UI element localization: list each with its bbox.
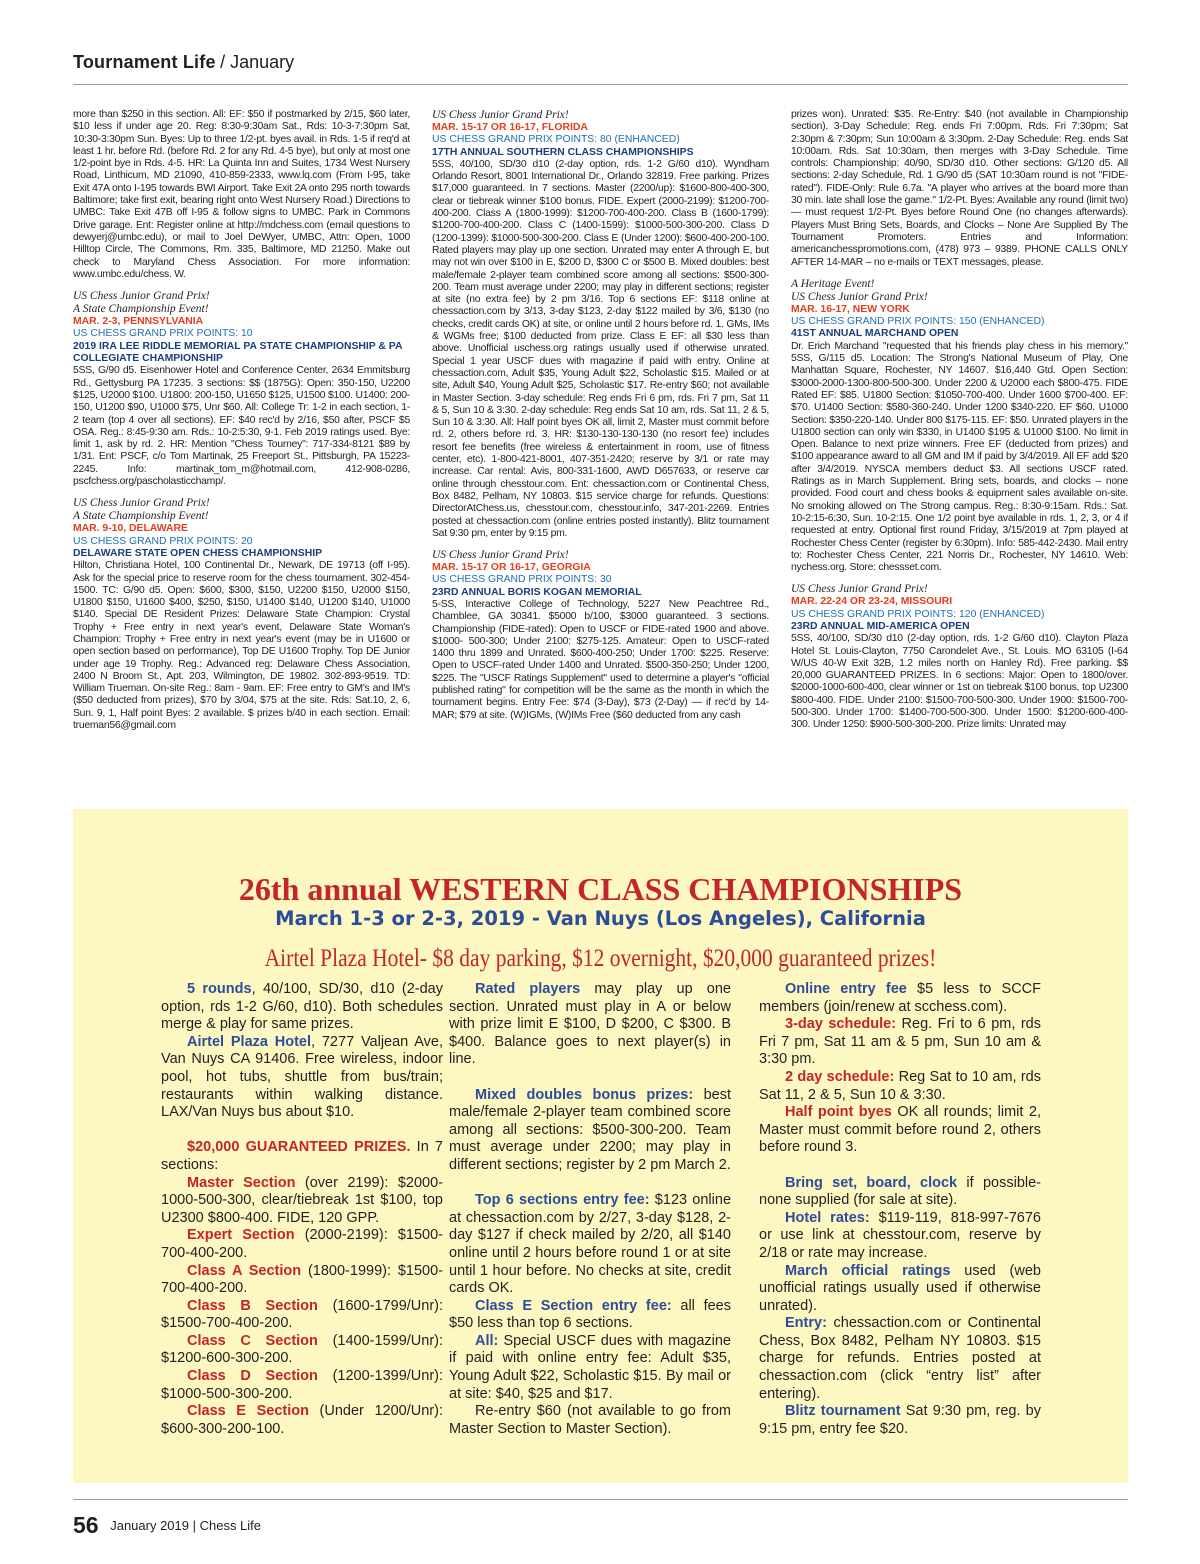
ad-paragraph — [161, 1034, 443, 1122]
ad-paragraph — [759, 1069, 1041, 1104]
ad-label: Airtel Plaza Hotel — [187, 1033, 312, 1050]
ad-label: Master Section — [187, 1174, 296, 1191]
ad-paragraph — [161, 1175, 443, 1228]
ad-subtitle: March 1-3 or 2-3, 2019 - Van Nuys (Los Angeles), California — [275, 907, 926, 930]
header-month: January — [230, 52, 295, 72]
ad-paragraph — [759, 1016, 1041, 1069]
event-listing-pennsylvania — [73, 290, 410, 488]
event-grand-prix-points: US CHESS GRAND PRIX POINTS: 80 (ENHANCED) — [432, 134, 680, 146]
event-details: Dr. Erich Marchand "requested that his friends play chess in his memory." 5SS, G/115 d5. Location: The Strong's National Museum of Play, One Manhattan Square, Rochester, NY 14607. $16,440 Gtd. Open Section: $3000-2000-1300-800-500-300. Under 2200 & U2000 each $800-475. FIDE Rated EF: $85. U1800 Section: $1050-700-400. Under 1600 $700-400. EF: $70. U1400 Section: $580-360-240. Under 1200 $340-220. EF $60. U1000 Section: $350-220-140. Under 800 $175-115. EF: $50. Unrated players in the U1800 section can only win $330, in U1400 $195 & U1000 $100. No limit in Open. Balance to next prize winners. Free EF (deducted from prizes) and $100 appearance award to all GM and IM if paid by 3/4/2019. All EF add $20 after 3/4/2019. NYSCA members deduct $3. All sections USCF rated. Ratings as in March Supplement. Bring sets, boards, and clocks – none provided. Food court and chess books & equipment sales available on-site. No smoking allowed on The Strong campus. Reg.: 8:30-9:15am. Rds.: Sat. 10-2:15-6:30, Sun. 10-2:15. One 1/2 point bye available in rds. 1, 2, 3, or 4 if requested at entry. Optional first round Friday, 3/15/2019 at 7pm played at Rochester Chess Center (register by 6:30pm). Info: 585-442-2430. Mail entry to: Rochester Chess Center, 221 Norris Dr., Rochester, NY 14610. Web: nychess.org. Store: chessset.com. — [791, 340, 1128, 574]
event-listing-missouri — [791, 583, 1128, 731]
ad-paragraph — [449, 1192, 731, 1298]
ad-label: Class B Section — [187, 1297, 318, 1314]
listing-continued-text: more than $250 in this section. All: EF: $50 if postmarked by 2/15, $60 later, $10 less if under age 20. Reg: 8:30-9:30am Sat., Rds: 10-3-7:30pm Sat, 10:30-3:30pm Sun. Byes: Up to three 1/2-pt. byes avail. in Rds. 1-5 if req'd at least 1 hr. before Rd. (before Rd. 2 for any Rd. 4-5 bye), but only at most one 1/2-point bye in Rds. 4-5. HR: La Quinta Inn and Suites, 1734 West Nursery Road, Linthicum, MD 21090, 410-859-2333, www.lq.com (From I-95, take Exit 47A onto I-195 towards BWI Airport. Take Exit 2A onto 295 north towards Baltimore; take first exit, bearing right onto West Nursery Road.) Directions to UMBC: Take Exit 47B off I-95 & follow signs to UMBC. Park in Commons Drive garage. Ent: Register online at http://mdchess.com (email questions to dewyerj@umbc.edu), or mail to Joel DeWyer, UMBC, Attn: Open, 1000 Hilltop Circle, The Commons, Rm. 335, Baltimore, MD 21250. Make out check to Maryland Chess Association. For more information: www.umbc.edu/chess. W. — [73, 109, 410, 280]
ad-paragraph — [161, 1403, 443, 1438]
ad-paragraph — [161, 1263, 443, 1298]
event-grand-prix-points: US CHESS GRAND PRIX POINTS: 150 (ENHANCED) — [791, 316, 1045, 328]
ad-text: (1600-1799/Unr): $1500-700-400-200. — [161, 1297, 444, 1332]
event-date: MAR. 9-10, DELAWARE — [73, 523, 188, 535]
event-grand-prix-points: US CHESS GRAND PRIX POINTS: 30 — [432, 574, 612, 586]
ad-text: Reg. Fri to 6 pm, rds Fri 7 pm, Sat 11 am & 5 pm, Sun 10 am & 3:30 pm. — [759, 1016, 1041, 1068]
event-details: Hilton, Christiana Hotel, 100 Continental Dr., Newark, DE 19713 (off I-95). Ask for the special price to reserve room for the chess tournament. 302-454-1500. TC: G/90 d5. Open: $600, $300, $150, U2200 $150, U2000 $150, U1800 $150, U1600 $400, $250, $150, U1400 $140, U1200 $140, U1000 $140. Special DE Resident Prizes: Delaware State Champion: Crystal Trophy + Free entry in next year's event, Delaware State Woman's Champion: Trophy + Free entry in next year's event (may be in U1600 or open section based on performance), Top DE U1600 Trophy. Top DE Junior under age 19 Trophy. Reg.: Advanced reg: Delaware Chess Association, 2400 N Broom St., Apt. 203, Wilmington, DE 19802. 302-893-9519. TD: William Trueman. On-site Reg.: 8am - 9am. EF: Free entry to GM's and IM's ($50 deducted from prizes), $70 by 3/04, $75 at the site. Rds: Sat.10, 2, 6, Sun. 9, 1, Half point Byes: 2 available. $ prizes b/40 in each section. Email: trueman56@gmail.com — [73, 560, 410, 732]
event-listing-florida — [432, 109, 769, 540]
event-details: 5SS, G/90 d5. Eisenhower Hotel and Conference Center, 2634 Emmitsburg Rd., Gettysburg PA 17235. 3 sections: $$ (1875G): Open: 350-150, U2200 $125, U2000 $100. U1800: 200-150, U1650 $125, U1500 $100. U1400: 200-150, U1200 $90, U1000 $75, Unr $60. All: College Tr: 1-2 in each section, 1-2 team (top 4 over all sections). EF: $40 rec'd by 2/16, $50 after, PSCF $5 OSA. Reg.: 8:45-9:30 am. Rds.: 10-2:5:30, 9-1. Feb 2019 ratings used. Bye: limit 1, ask by rd. 2. HR: Mention "Chess Tourney": 717-334-8121 $89 by 1/31. Ent: PSCF, c/o Tom Martinak, 25 Freeport St., Pittsburgh, PA 15223-2245. Info: martinak_tom_m@hotmail.com, 412-908-0286, pscfchess.org/pascholasticchamp/. — [73, 365, 410, 488]
ad-label: 3-day schedule: — [785, 1016, 897, 1033]
western-class-ad — [73, 809, 1128, 1483]
ad-label: $20,000 GUARANTEED PRIZES. — [187, 1139, 411, 1156]
event-title: DELAWARE STATE OPEN CHESS CHAMPIONSHIP — [73, 547, 323, 559]
listing-continued-text: prizes won). Unrated: $35. Re-Entry: $40 (not available in Championship section). 3-Day Schedule: Reg. ends Fri 7:00pm. Rds. Fri 7:30pm; Sat 2:30pm & 7:30pm; Sun 10:00am & 3:30pm. 2-Day Schedule: Reg. ends Sat 10:00am. Rds. Sat 10:30am, then merges with 3-Day Schedule. Time controls: Championship: 40/90, SD/30 d10. Other sections: G/120 d5. All sections: 2-day Schedule, Rd. 1 G/90 d5 (SAT 10:30am round is not "FIDE-rated"). FIDE-Only: Rule 6.7a. "A player who arrives at the board more than 30 min. late shall lose the game." 1/2-Pt. Byes: Available any round (limit two) — must request 1/2-Pt. Byes before Round One (no changes afterwards). Players Must Bring Sets, Boards, and Clocks – None Are Supplied By The Tournament Promoters. Entries and Information: americanchesspromotions.com, (478) 973 – 9389. PHONE CALLS ONLY AFTER 14-MAR – no e-mails or TEXT messages, please. — [791, 109, 1128, 268]
section-title: Tournament Life — [73, 52, 216, 72]
ad-paragraph — [449, 1087, 731, 1175]
ad-text: chessaction.com or Continental Chess, Box 8482, Pelham NY 10803. $15 charge for refunds. Entries posted at chessaction.com (click “entry list” after entering). — [759, 1315, 1041, 1402]
ad-paragraph — [759, 1403, 1041, 1438]
event-title: 23RD ANNUAL BORIS KOGAN MEMORIAL — [432, 586, 642, 598]
ad-paragraph — [759, 1263, 1041, 1316]
ad-paragraph — [161, 1368, 443, 1403]
event-tag: US Chess Junior Grand Prix! — [73, 290, 210, 303]
ad-label: 2 day schedule: — [785, 1068, 895, 1085]
event-date: MAR. 15-17 OR 16-17, FLORIDA — [432, 122, 588, 133]
ad-label: March official ratings — [785, 1262, 951, 1279]
ad-label: Blitz tournament — [785, 1403, 901, 1420]
event-title: 2019 IRA LEE RIDDLE MEMORIAL PA STATE CHAMPIONSHIP & PA COLLEGIATE CHAMPIONSHIP — [73, 340, 403, 365]
ad-paragraph — [161, 1333, 443, 1368]
event-grand-prix-points: US CHESS GRAND PRIX POINTS: 10 — [73, 328, 253, 340]
event-tag: US Chess Junior Grand Prix! — [73, 497, 210, 510]
ad-text: $119-119, 818-997-7676 or use link at chesstour.com, reserve by 2/18 or rate may increase. — [759, 1209, 1042, 1261]
ad-label: Half point byes — [785, 1104, 892, 1121]
event-grand-prix-points: US CHESS GRAND PRIX POINTS: 120 (ENHANCED) — [791, 608, 1045, 620]
event-title: 17TH ANNUAL SOUTHERN CLASS CHAMPIONSHIPS — [432, 146, 694, 158]
ad-paragraph — [161, 981, 443, 1034]
ad-text: Re-entry $60 (not available to go from Master Section to Master Section). — [449, 1403, 731, 1437]
event-details: 5SS, 40/100, SD/30 d10 (2-day option, rds. 1-2 G/60 d10). Clayton Plaza Hotel St. Louis-Clayton, 7750 Carondelet Ave., St. Louis. MO 63105 (I-64 W/US 40-W Exit 32B, 1.2 miles north on Hanley Rd). Free parking. $$ 20,000 GUARANTEED PRIZES. In 6 sections: Major: Open to 1800/over. $2000-1000-600-400, clear winner or 1st on tiebreak $100 bonus, top U2300 $800-400. FIDE. Under 2100: $1500-700-500-300. Under 1900: $1500-700-500-300. Under 1700: $1400-700-500-300. Under 1500: $1200-600-400-300. Under 1250: $900-500-300-200. Prize limits: Unrated may — [791, 633, 1128, 731]
ad-label: Class E Section entry fee: — [475, 1297, 672, 1314]
event-tag: US Chess Junior Grand Prix! — [432, 549, 569, 562]
ad-paragraph — [759, 1315, 1041, 1403]
page-footer — [73, 1512, 261, 1539]
ad-text: if possible-none supplied (for sale at site). — [759, 1174, 1041, 1209]
listing-column-1 — [73, 109, 410, 799]
ad-label: Top 6 sections entry fee: — [475, 1192, 650, 1209]
event-details: 5SS, 40/100, SD/30 d10 (2-day option, rds. 1-2 G/60 d10). Wyndham Orlando Resort, 8001 International Dr., Orlando 32819. Free parking. Prizes $17,000 guaranteed. In 7 sections. Master (2200/up): $1600-800-400-300, clear or tiebreak winner $100 bonus. FIDE. Expert (2000-2199): $1200-700-400-200. Class A (1800-1999): $1200-700-400-200. Class B (1600-1799): $1200-700-400-200. Class C (1400-1599): $1000-500-300-200. Class D (1200-1399): $1000-500-300-200. Class E (Under 1200): $600-400-200-100. Rated players may play up one section. Unrated may enter A through E, but may not win over $100 in E, $200 D, $300 C or $500 B. Mixed doubles: best male/female 2-player team combined score among all sections: $500-300-200. Team must average under 2200; may play in different sections; register at site (no extra fee) by 2 pm 3/16. Top 6 sections EF: $118 online at chessaction.com by 3/13, 3-day $123, 2-day $122 mailed by 3/6, $130 (no checks, credit cards OK) at site, or online until 2 hours before rd. 1. GMs, IMs & WGMs free; $100 deducted from prize. Class E EF: all $30 less than above. Unofficial uschess.org ratings usually used if otherwise unrated. Special 1 year USCF dues with magazine if paid with entry. Online at chessaction.com, Adult $35, Young Adult $22, Scholastic $15. Mailed or at site, Adult $40, Young Adult $25, Scholastic $17. Re-entry $60; not available in Master Section. 3-day schedule: Reg ends Fri 6 pm, rds. Fri 7 pm, Sat 11 & 5, Sun 10 & 3:30. 2-day schedule: Reg ends Sat 10 am, rds. Sat 11, 2 & 5, Sun 10 & 3:30. All: Half point byes OK all, limit 2, Master must commit before rd. 2, others before rd. 3. HR: $130-130-130-130 (no resort fee) includes resort fee benefits (free wireless & entertainment in room, use of fitness center, etc). 1-800-421-8001, 407-351-2420; reserve by 3/1 or rate may increase. Car rental: Avis, 800-331-1600, AWD D657633, or reserve car online through chesstour.com. Ent: chessaction.com or Continental Chess, Box 8482, Pelham, NY 10803. $15 service charge for refunds. Questions: DirectorAtChess.us, chesstour.com, chesstour.info, 347-201-2269. Entries posted at chessaction.com (online entries posted instantly). Blitz tournament Sat 9:30 pm, enter by 9:15 pm. — [432, 158, 769, 539]
ad-text: all fees $50 less than top 6 sections. — [449, 1297, 731, 1332]
ad-text: OK all rounds; limit 2, Master must commit before round 2, others before round 3. — [759, 1104, 1041, 1156]
ad-text: $5 less to SCCF members (join/renew at scchess.com). — [759, 981, 1041, 1015]
event-listing-georgia — [432, 549, 769, 722]
ad-label: 5 rounds — [187, 981, 252, 997]
listing-column-3 — [791, 109, 1128, 799]
ad-paragraph — [161, 1139, 443, 1174]
ad-label: Online entry fee — [785, 981, 907, 997]
ad-column-2 — [449, 981, 731, 1438]
event-tag: US Chess Junior Grand Prix! — [791, 290, 928, 303]
ad-paragraph — [449, 981, 731, 1069]
ad-label: All: — [475, 1332, 499, 1349]
ad-text: used (web unofficial ratings usually used if otherwise unrated). — [759, 1262, 1041, 1314]
listing-column-2 — [432, 109, 769, 799]
ad-text: (1200-1399/Unr): $1000-500-300-200. — [161, 1368, 444, 1402]
ad-paragraph — [759, 1175, 1041, 1210]
event-date: MAR. 22-24 OR 23-24, MISSOURI — [791, 596, 953, 608]
event-details: 5-SS, Interactive College of Technology, 5227 New Peachtree Rd., Chamblee, GA 30341. $5000 b/100, $3000 guaranteed. 3 sections. Championship (FIDE-rated): Open to USCF or FIDE-rated 1900 and above. $1000- 500-300; Under 2100: $275-125. Amateur: Open to USCF-rated 1400 thru 1899 and Unrated. $600-400-250; Under 1700: $225. Reserve: Open to USCF-rated Under 1400 and Unrated. $500-350-250; Under 1200, $225. The "USCF Ratings Supplement" used to determine a player's "official published rating" for competition will be the same as the month in which the tournament begins. Entry Fee: $74 (3-Day), $73 (2-Day) — if rec'd by 14-MAR; $79 at site. (W)IGMs, (W)IMs Free ($60 deducted from any cash — [432, 598, 769, 721]
ad-label: Bring set, board, clock — [785, 1174, 958, 1191]
ad-paragraph — [161, 1227, 443, 1262]
event-date: MAR. 15-17 OR 16-17, GEORGIA — [432, 562, 591, 574]
ad-text: (2000-2199): $1500-700-400-200. — [161, 1227, 443, 1261]
ad-column-1 — [161, 981, 443, 1438]
ad-text: In 7 sections: — [161, 1139, 443, 1173]
ad-paragraph — [449, 1298, 731, 1333]
ad-text: (1400-1599/Unr): $1200-600-300-200. — [161, 1332, 444, 1367]
event-listing-delaware — [73, 497, 410, 732]
event-title: 41ST ANNUAL MARCHAND OPEN — [791, 328, 959, 340]
ad-text: (Under 1200/Unr): $600-300-200-100. — [161, 1403, 443, 1437]
ad-label: Mixed doubles bonus prizes: — [475, 1086, 694, 1103]
ad-label: Class D Section — [187, 1368, 318, 1385]
event-tag: US Chess Junior Grand Prix! — [432, 109, 569, 121]
ad-text: may play up one section. Unrated must play in A or below with prize limit E $100, D $200, C $300. B $400. Balance goes to next player(s) in line. — [449, 981, 731, 1068]
event-date: MAR. 16-17, NEW YORK — [791, 303, 910, 315]
ad-text: best male/female 2-player team combined score among all sections: $500-300-200. Team must average under 2200; may play in different sections; register by 2 pm March 2. — [449, 1086, 731, 1173]
page-number: 56 — [73, 1512, 99, 1538]
ad-text: (1800-1999): $1500-700-400-200. — [161, 1262, 443, 1297]
ad-label: Rated players — [475, 981, 581, 997]
footer-publication: January 2019 | Chess Life — [110, 1518, 262, 1533]
ad-label: Entry: — [785, 1315, 827, 1332]
ad-label: Hotel rates: — [785, 1209, 870, 1226]
ad-text: Sat 9:30 pm, reg. by 9:15 pm, entry fee $20. — [759, 1403, 1041, 1437]
event-grand-prix-points: US CHESS GRAND PRIX POINTS: 20 — [73, 535, 253, 547]
page-header — [73, 52, 1128, 85]
event-date: MAR. 2-3, PENNSYLVANIA — [73, 316, 204, 328]
event-tag: A State Championship Event! — [73, 510, 209, 523]
ad-title: 26th annual WESTERN CLASS CHAMPIONSHIPS — [238, 871, 963, 907]
ad-text: Reg Sat to 10 am, rds Sat 11, 2 & 5, Sun 10 & 3:30. — [759, 1068, 1041, 1103]
ad-column-3 — [759, 981, 1041, 1438]
event-listing-new-york — [791, 278, 1128, 575]
ad-label: Class C Section — [187, 1332, 318, 1349]
ad-text: , 7277 Valjean Ave, Van Nuys CA 91406. Free wireless, indoor pool, hot tubs, shuttle from bus/train; restaurants within walking distance. LAX/Van Nuys bus about $10. — [161, 1033, 444, 1121]
ad-paragraph — [161, 1298, 443, 1333]
ad-text: (over 2199): $2000-1000-500-300, clear/tiebreak 1st $100, top U2300 $800-400. FIDE, 120 GPP. — [161, 1174, 443, 1226]
ad-label: Expert Section — [187, 1227, 295, 1244]
ad-hotel-line: Airtel Plaza Hotel- $8 day parking, $12 overnight, $20,000 guaranteed prizes! — [264, 945, 937, 972]
ad-paragraph — [759, 1104, 1041, 1157]
ad-text: $123 online at chessaction.com by 2/27, 3-day $128, 2-day $127 if check mailed by 2/20, all $140 online until 2 hours before round 1 or at site until 1 hour before. No checks at site, credit cards OK. — [449, 1192, 732, 1297]
ad-text: Special USCF dues with magazine if paid with online entry fee: Adult $35, Young Adult $22, Scholastic $15. By mail or at site: $40, $25 and $17. — [449, 1332, 731, 1402]
event-tag: A State Championship Event! — [73, 303, 209, 316]
ad-paragraph — [759, 981, 1041, 1016]
footer-divider — [73, 1499, 1128, 1500]
event-title: 23RD ANNUAL MID-AMERICA OPEN — [791, 620, 970, 632]
ad-text: , 40/100, SD/30, d10 (2-day option, rds 1-2 G/60, d10). Both schedules merge & play for same prizes. — [161, 981, 443, 1033]
header-separator: / — [220, 52, 231, 72]
ad-paragraph — [449, 1333, 731, 1403]
ad-paragraph — [759, 1210, 1041, 1263]
event-tag: A Heritage Event! — [791, 277, 875, 290]
ad-label: Class A Section — [187, 1262, 302, 1279]
event-tag: US Chess Junior Grand Prix! — [791, 583, 928, 596]
ad-paragraph — [449, 1403, 731, 1438]
ad-label: Class E Section — [187, 1403, 309, 1420]
